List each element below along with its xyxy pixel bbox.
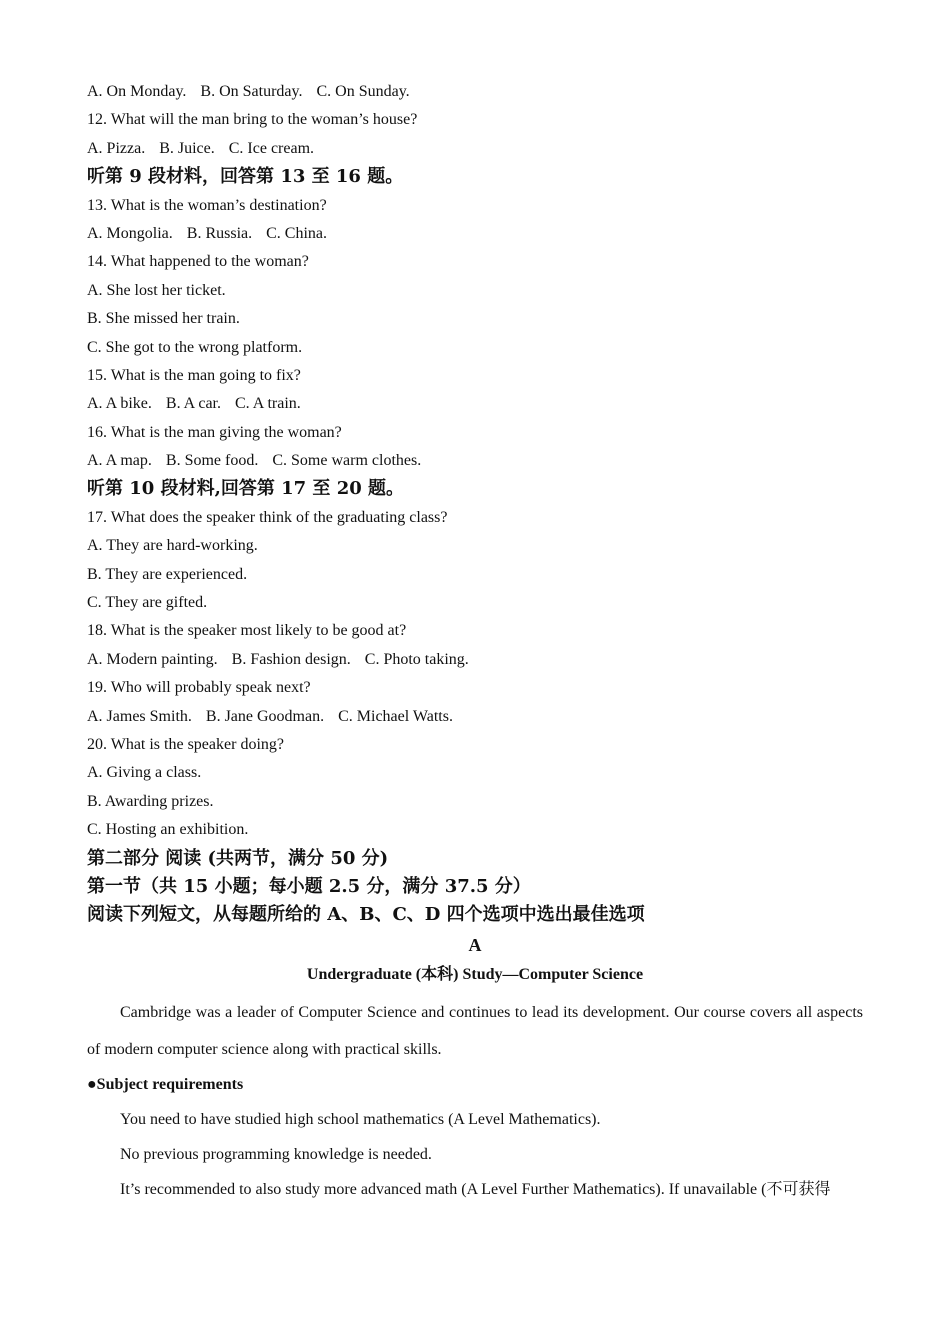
option: C. China. bbox=[266, 224, 328, 242]
passage-title: Undergraduate (本科) Study—Computer Science bbox=[306, 965, 644, 983]
option: B. Russia. bbox=[186, 224, 253, 242]
question-18: 18. What is the speaker most likely to be good at? bbox=[87, 622, 407, 640]
q19-options bbox=[87, 703, 863, 731]
option: A. Pizza. bbox=[87, 139, 146, 157]
option: B. Juice. bbox=[159, 139, 215, 157]
q11-options bbox=[87, 78, 863, 106]
option: A. A map. bbox=[87, 452, 152, 470]
option: A. Modern painting. bbox=[87, 650, 218, 668]
document-content bbox=[87, 78, 863, 1207]
option: B. A car. bbox=[165, 395, 221, 413]
question-20: 20. What is the speaker doing? bbox=[87, 735, 284, 753]
q15-options bbox=[87, 390, 863, 418]
q14-option-a: A. She lost her ticket. bbox=[87, 281, 226, 299]
option: C. Photo taking. bbox=[364, 650, 469, 668]
q17-option-b: B. They are experienced. bbox=[87, 565, 248, 583]
question-15: 15. What is the man going to fix? bbox=[87, 366, 301, 384]
requirement-line: It’s recommended to also study more advanced math (A Level Further Mathematics). If unavailable (不可获得 bbox=[120, 1180, 831, 1198]
option: C. On Sunday. bbox=[316, 83, 410, 100]
option: B. Some food. bbox=[165, 452, 259, 470]
requirement-line: No previous programming knowledge is needed. bbox=[120, 1145, 432, 1163]
option: B. On Saturday. bbox=[200, 83, 303, 100]
option: A. Mongolia. bbox=[87, 224, 173, 242]
option: B. Fashion design. bbox=[231, 650, 351, 668]
q17-option-c: C. They are gifted. bbox=[87, 594, 208, 612]
section-heading-9: 听第 9 段材料，回答第 13 至 16 题。 bbox=[87, 166, 404, 188]
option: A. James Smith. bbox=[87, 707, 192, 725]
q18-options bbox=[87, 646, 863, 674]
question-13: 13. What is the woman’s destination? bbox=[87, 196, 327, 214]
option: A. A bike. bbox=[87, 395, 152, 413]
q20-option-c: C. Hosting an exhibition. bbox=[87, 821, 249, 839]
option: C. Michael Watts. bbox=[338, 707, 453, 725]
q20-option-b: B. Awarding prizes. bbox=[87, 792, 214, 810]
question-14: 14. What happened to the woman? bbox=[87, 253, 309, 271]
question-19: 19. Who will probably speak next? bbox=[87, 679, 311, 697]
option: B. Jane Goodman. bbox=[205, 707, 325, 725]
q14-option-c: C. She got to the wrong platform. bbox=[87, 338, 303, 356]
option: A. On Monday. bbox=[87, 83, 187, 100]
q20-option-a: A. Giving a class. bbox=[87, 764, 202, 782]
option: C. Some warm clothes. bbox=[272, 452, 422, 470]
q12-options bbox=[87, 135, 863, 163]
question-16: 16. What is the man giving the woman? bbox=[87, 423, 342, 441]
section-one-heading: 第一节（共 15 小题；每小题 2.5 分，满分 37.5 分） bbox=[87, 875, 531, 897]
option: C. A train. bbox=[235, 395, 301, 413]
section-heading-10: 听第 10 段材料,回答第 17 至 20 题。 bbox=[87, 478, 405, 500]
q16-options bbox=[87, 447, 863, 475]
part-two-heading: 第二部分 阅读 (共两节，满分 50 分) bbox=[87, 847, 389, 869]
q17-option-a: A. They are hard-working. bbox=[87, 537, 258, 555]
q14-option-b: B. She missed her train. bbox=[87, 310, 240, 328]
option: C. Ice cream. bbox=[228, 139, 315, 157]
passage-letter: A bbox=[468, 934, 482, 955]
q13-options bbox=[87, 220, 863, 248]
question-12: 12. What will the man bring to the woman’s house? bbox=[87, 111, 418, 129]
reading-instructions: 阅读下列短文，从每题所给的 A、B、C、D 四个选项中选出最佳选项 bbox=[87, 904, 645, 926]
question-17: 17. What does the speaker think of the graduating class? bbox=[87, 508, 448, 526]
passage-paragraph: Cambridge was a leader of Computer Science and continues to lead its development. Our course covers all aspects of modern computer science along with practical skills. bbox=[87, 1003, 863, 1058]
subject-requirements-heading: ●Subject requirements bbox=[87, 1075, 244, 1093]
requirement-line: You need to have studied high school mathematics (A Level Mathematics). bbox=[120, 1110, 601, 1128]
